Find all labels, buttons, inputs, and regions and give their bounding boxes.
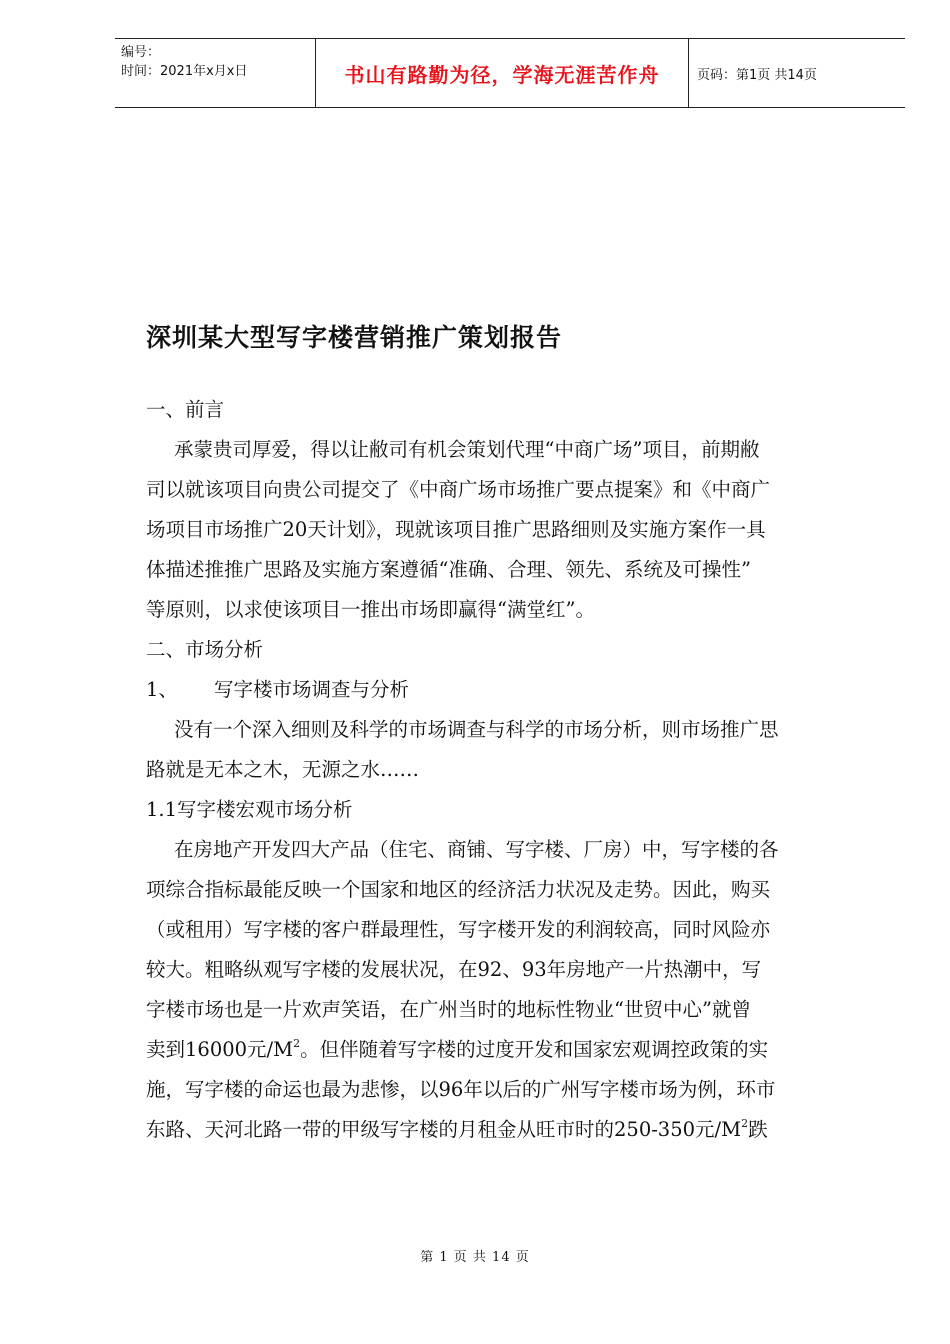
- paragraph-line: 项综合指标最能反映一个国家和地区的经济活力状况及走势。因此，购买: [146, 878, 771, 901]
- superscript: 2: [741, 1117, 749, 1130]
- paragraph-line: 场项目市场推广20天计划》，现就该项目推广思路细则及实施方案作一具: [146, 518, 766, 541]
- subsection-heading-macro: 1.1写字楼宏观市场分析: [146, 798, 353, 821]
- paragraph-line: 较大。粗略纵观写字楼的发展状况，在92、93年房地产一片热潮中，写: [146, 958, 762, 981]
- section-heading-market-analysis: 二、市场分析: [146, 638, 264, 661]
- paragraph-line: 体描述推推广思路及实施方案遵循“准确、合理、领先、系统及可操性”: [146, 558, 751, 581]
- document-body: [146, 390, 876, 1150]
- subsection-heading: [146, 670, 876, 710]
- paragraph-line: 没有一个深入细则及科学的市场调查与科学的市场分析，则市场推广思: [174, 718, 779, 741]
- paragraph-line: [146, 1110, 876, 1150]
- document-title: 深圳某大型写字楼营销推广策划报告: [146, 323, 563, 352]
- header-left-cell: [115, 39, 315, 107]
- paragraph-line: 等原则，以求使该项目一推出市场即赢得“满堂红”。: [146, 598, 595, 621]
- paragraph-line: （或租用）写字楼的客户群最理性，写字楼开发的利润较高，同时风险亦: [146, 918, 771, 941]
- subsection-number: 1、: [146, 678, 178, 701]
- section-heading-preface: 一、前言: [146, 398, 225, 421]
- header-page-info: 页码：第1页 共14页: [697, 67, 817, 83]
- header-motto: 书山有路勤为径，学海无涯苦作舟: [315, 39, 689, 107]
- document-number-label: 编号：: [121, 45, 161, 60]
- paragraph-line: 司以就该项目向贵公司提交了《中商广场市场推广要点提案》和《中商广: [146, 478, 771, 501]
- subsection-title: 写字楼市场调查与分析: [214, 678, 410, 701]
- document-time-label: 时间：2021年x月x日: [121, 64, 248, 79]
- paragraph-line: 施，写字楼的命运也最为悲惨，以96年以后的广州写字楼市场为例，环市: [146, 1078, 776, 1101]
- text-run: 。但伴随着写字楼的过度开发和国家宏观调控政策的实: [300, 1038, 769, 1061]
- paragraph-line: [146, 1030, 876, 1070]
- paragraph-line: 承蒙贵司厚爱，得以让敝司有机会策划代理“中商广场”项目，前期敝: [174, 438, 760, 461]
- paragraph-line: 字楼市场也是一片欢声笑语，在广州当时的地标性物业“世贸中心”就曾: [146, 998, 751, 1021]
- document-header: [115, 38, 905, 108]
- text-run: 跌: [748, 1118, 768, 1141]
- paragraph-line: 在房地产开发四大产品（住宅、商铺、写字楼、厂房）中，写字楼的各: [174, 838, 779, 861]
- paragraph-line: 路就是无本之木，无源之水……: [146, 758, 420, 781]
- page-footer: 第 1 页 共 14 页: [420, 1250, 530, 1265]
- superscript: 2: [293, 1037, 301, 1050]
- text-run: 卖到16000元/M: [146, 1038, 294, 1061]
- text-run: 东路、天河北路一带的甲级写字楼的月租金从旺市时的250-350元/M: [146, 1118, 742, 1141]
